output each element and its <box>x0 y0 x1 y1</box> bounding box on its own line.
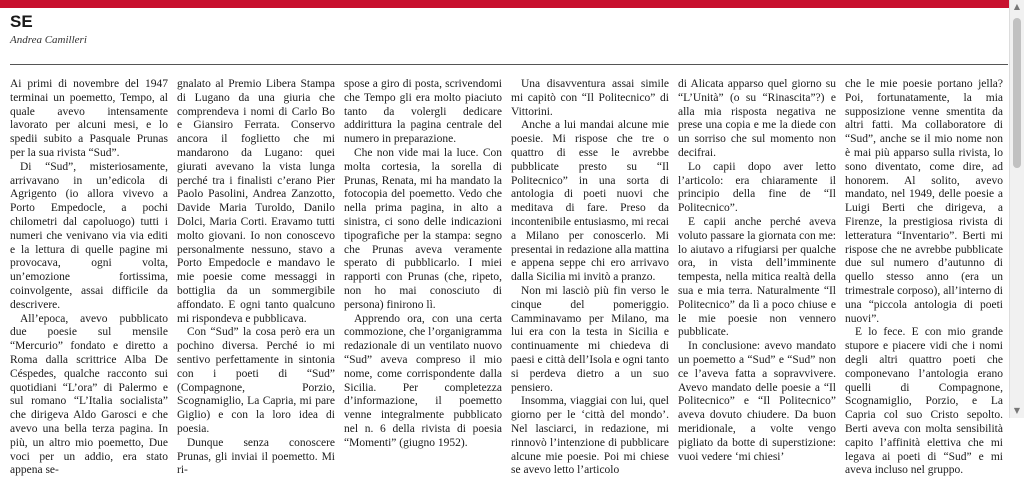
text-column-3 <box>344 78 502 449</box>
paragraph: Insomma, viaggiai con lui, quel giorno per le ‘città del mondo’. Nel lasciarci, in redazione, mi rinnovò l’intenzione di pubblicare alcune mie poesie. Poi mi chiese se avevo letto l’articolo <box>511 395 669 477</box>
paragraph: Lo capii dopo aver letto l’articolo: era chiaramente il principio della fine de “Il Politecnico”. <box>678 160 836 215</box>
paragraph: All’epoca, avevo pubblicato due poesie sul mensile “Mercurio” fondato e diretto a Roma dalla scrittrice Alba De Céspedes, qualche racconto sui quotidiani “L’ora” di Palermo e sul romano “L’Italia socialista” che dirigeva Aldo Garosci e che avevo una bella terza pagina. In più, un altro mio poemetto, Due voci per un addio, era stato appena se- <box>10 312 168 477</box>
article-header <box>10 12 1010 47</box>
paragraph: E lo fece. E con mio grande stupore e piacere vidi che i nomi degli altri quattro poeti che componevano l’antologia erano quelli di Compagnone, Scognamiglio, Porzio, e La Capria col suo Cristo sepolto. Berti aveva con molta sensibilità capito l’affinità elettiva che mi legava ai poeti di “Sud” e mi aveva incluso nel gruppo. <box>845 326 1003 477</box>
vertical-scrollbar[interactable] <box>1009 0 1024 418</box>
paragraph: Non mi lasciò più fin verso le cinque del pomeriggio. Camminavamo per Milano, ma lui era con la testa in Sicilia e continuamente mi chiedeva di paesi e città dell’Isola e ogni tanto si perdeva dietro a un suo pensiero. <box>511 284 669 394</box>
scroll-down-arrow-icon[interactable]: ▼ <box>1013 406 1021 415</box>
paragraph: spose a giro di posta, scrivendomi che Tempo gli era molto piaciuto tanto da volergli dedicare addirittura la pagina centrale del numero in preparazione. <box>344 78 502 146</box>
paragraph: Dunque senza conoscere Prunas, gli inviai il poemetto. Mi ri- <box>177 436 335 477</box>
article-author: Andrea Camilleri <box>10 34 87 46</box>
paragraph: In conclusione: avevo mandato un poemetto a “Sud” e “Sud” non ce l’aveva fatta a sopravvivere. Avevo mandato delle poesie a “Il Politecnico” e “Il Politecnico” aveva dovuto chiudere. Da buon meridionale, a volte vengo pigliato da botte di superstizione: vuoi vedere ‘mi chiesi’ <box>678 340 836 463</box>
paragraph: di Alicata apparso quel giorno su “L’Unità” (o su “Rinascita”?) e alla mia risposta negativa ne prese una copia e me la diede con un sorriso che sul momento non decifrai. <box>678 78 836 159</box>
paragraph: Ai primi di novembre del 1947 terminai un poemetto, Tempo, al quale avevo intensamente lavorato per alcuni mesi, e lo spedii subito a Pasquale Prunas per la sua rivista “Sud”. <box>10 78 168 159</box>
paragraph: Con “Sud” la cosa però era un pochino diversa. Perché io mi sentivo perfettamente in sintonia con i poeti di “Sud” (Compagnone, Porzio, Scognamiglio, La Capria, mi pare Giglio) e con la loro idea di poesia. <box>177 326 335 435</box>
scrollbar-thumb[interactable] <box>1013 18 1021 168</box>
paragraph: Che non vide mai la luce. Con molta cortesia, la sorella di Prunas, Renata, mi ha mandato la fotocopia del poemetto. Vedo che nella prima pagina, in alto a sinistra, ci sono delle indicazioni tipografiche per la stampa: segno che Prunas aveva veramente sperato di pubblicarlo. I miei rapporti con Prunas (che, ripeto, non ho mai conosciuto di persona) finirono lì. <box>344 146 502 311</box>
paragraph: Anche a lui mandai alcune mie poesie. Mi rispose che tre o quattro di esse le avrebbe pubblicate presto su “Il Politecnico” in una sorta di antologia di poeti nuovi che meditava di fare. Preso da incontenibile entusiasmo, mi recai a Milano per conoscerlo. Mi presentai in redazione alla mattina e appena seppe chi ero arrivavo dalla Sicilia mi invitò a pranzo. <box>511 119 669 284</box>
paragraph: Di “Sud”, misteriosamente, arrivavano in un’edicola di Agrigento (io allora vivevo a Porto Empedocle, a pochi chilometri dal capoluogo) tutti i numeri che venivano via via editi e la lettura di quelle pagine mi provocava, ogni volta, un’emozione fortissima, coinvolgente, assai difficile da descrivere. <box>10 160 168 311</box>
paragraph: gnalato al Premio Libera Stampa di Lugano da una giuria che comprendeva i nomi di Carlo Bo e Giansiro Ferrata. Conservo ancora il foglietto che mi mandarono da Lugano: quei giurati avevano la vista lunga perché tra i finalisti c’erano Pier Paolo Pasolini, Andrea Zanzotto, Davide Maria Turoldo, Danilo Dolci, Maria Corti. Eravamo tutti molto giovani. Io non conoscevo personalmente nessuno, stavo a Porto Empedocle e mandavo le mie poesie come messaggi in bottiglia da un sommergibile affondato. E ogni tanto qualcuno mi rispondeva e pubblicava. <box>177 78 335 325</box>
paragraph: Apprendo ora, con una certa commozione, che l’organigramma redazionale di un ventilato nuovo “Sud” aveva compreso il mio nome, come corrispondente dalla Sicilia. Per completezza d’informazione, il poemetto venne integralmente pubblicato nel n. 6 della rivista di poesia “Momenti” (giugno 1952). <box>344 312 502 449</box>
text-column-6 <box>845 78 1003 477</box>
scroll-up-arrow-icon[interactable]: ▲ <box>1013 2 1021 11</box>
text-column-2 <box>177 78 335 477</box>
paragraph: che le mie poesie portano jella? Poi, fortunatamente, la mia supposizione venne smentita da altri fatti. Ma collaboratore di “Sud”, anche se il mio nome non è mai più apparso sulla rivista, lo sono diventato, come dire, ad honorem. Al solito, avevo mandato, nel 1949, delle poesie a Luigi Berti che dirigeva, a Firenze, la prestigiosa rivista di letteratura “Inventario”. Berti mi rispose che ne avrebbe pubblicate due sul numero d’autunno di quello stesso anno (era un trimestrale corposo), all’interno di una “piccola antologia di poeti nuovi”. <box>845 78 1003 325</box>
top-accent-bar <box>0 0 1024 8</box>
text-column-5 <box>678 78 836 463</box>
header-divider <box>10 64 1008 65</box>
article-title: SE <box>10 12 33 31</box>
paragraph: Una disavventura assai simile mi capitò con “Il Politecnico” di Vittorini. <box>511 78 669 118</box>
article-body <box>10 78 1006 477</box>
paragraph: E capii anche perché aveva voluto passare la giornata con me: lo aiutavo a rifugiarsi per qualche ora, in vista dell’imminente tempesta, nella mitica realtà della sua e mia terra. Naturalmente “Il Politecnico” da lì a poco chiuse e le mie poesie non vennero pubblicate. <box>678 215 836 339</box>
text-column-1 <box>10 78 168 477</box>
text-column-4 <box>511 78 669 477</box>
